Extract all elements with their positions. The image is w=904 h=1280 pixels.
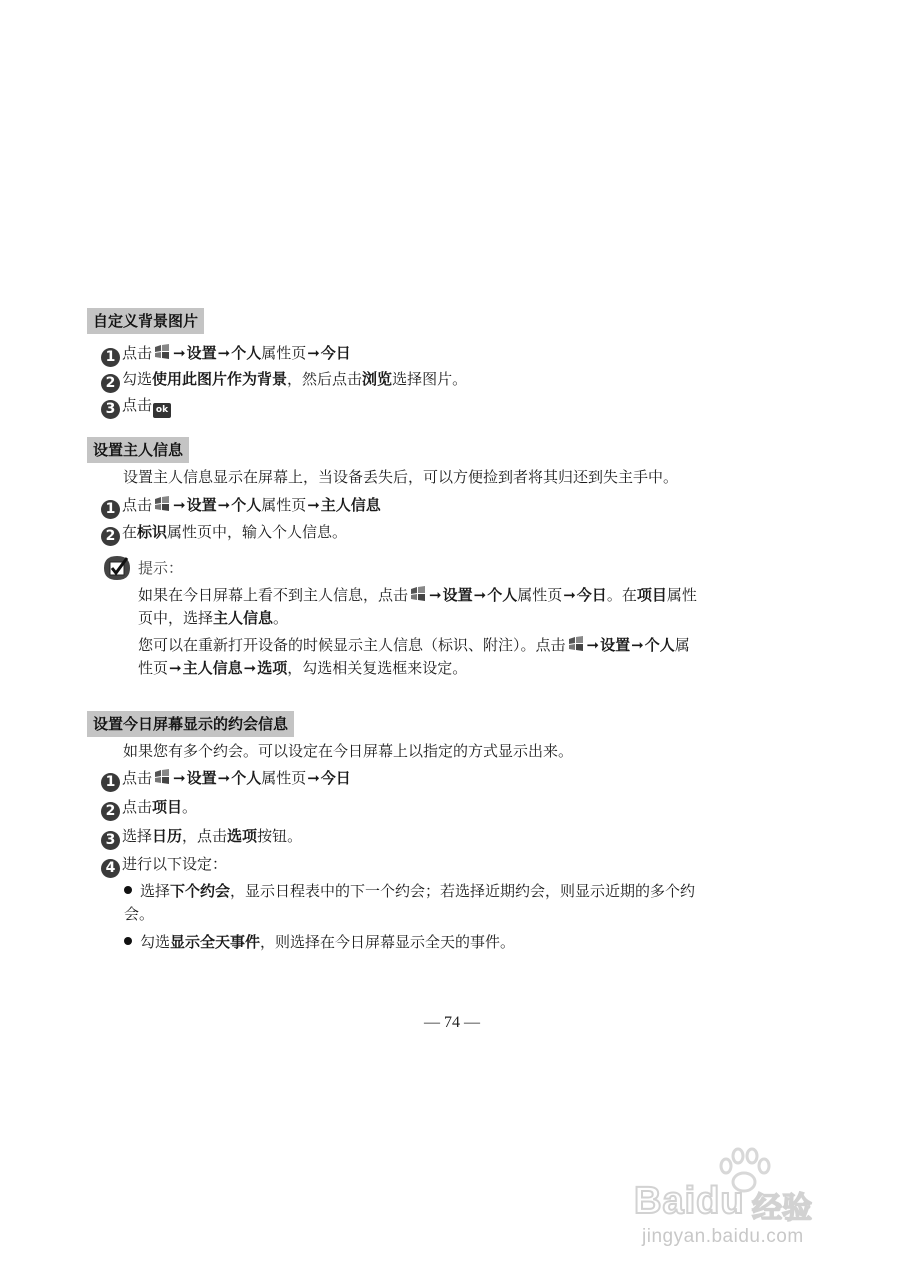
bold-term: 个人	[487, 586, 518, 604]
step-text: 点击	[122, 344, 153, 362]
step-line	[101, 342, 351, 367]
bold-term: 标识	[137, 523, 168, 541]
step-line	[101, 494, 381, 519]
intro-text: 如果您有多个约会。可以设定在今日屏幕上以指定的方式显示出来。	[123, 742, 574, 760]
arrow-icon: ➞	[307, 769, 320, 787]
tip-paragraph-line	[138, 607, 288, 629]
section-heading-appointment-info: 设置今日屏幕显示的约会信息	[87, 711, 294, 737]
watermark-url: jingyan.baidu.com	[642, 1226, 804, 1247]
step-text: ，点击	[182, 827, 228, 845]
step-line	[101, 767, 351, 792]
tip-text: 。在	[606, 586, 637, 604]
ok-icon: ok	[153, 403, 171, 418]
bold-term: 项目	[152, 798, 183, 816]
arrow-icon: ➞	[631, 636, 644, 654]
step-text: 点击	[122, 798, 153, 816]
tip-label: 提示：	[138, 559, 184, 577]
step-number: 2	[101, 374, 120, 393]
arrow-icon: ➞	[217, 769, 231, 787]
step-text: 属性页	[261, 496, 307, 514]
arrow-icon: ➞	[173, 496, 186, 514]
step-text: 按钮。	[257, 827, 303, 845]
tip-paragraph-line	[138, 657, 467, 679]
bullet-item	[124, 880, 695, 902]
tip-text: 性页	[138, 659, 169, 677]
bold-term: 今日	[320, 769, 351, 787]
section-heading-custom-background: 自定义背景图片	[87, 308, 204, 334]
arrow-icon: ➞	[473, 586, 487, 604]
tip-text: 如果在今日屏幕上看不到主人信息，点击	[138, 586, 409, 604]
tip-text: ，勾选相关复选框来设定。	[287, 659, 468, 677]
step-number: 2	[101, 802, 120, 821]
windows-start-icon	[153, 496, 171, 512]
bold-term: 个人	[231, 769, 262, 787]
intro-text: 设置主人信息显示在屏幕上，当设备丢失后，可以方便捡到者将其归还到失主手中。	[123, 468, 679, 486]
bold-term: 下个约会	[170, 882, 231, 900]
bold-term: 选项	[257, 659, 288, 677]
bullet-icon	[124, 886, 132, 894]
bullet-text: ，则选择在今日屏幕显示全天的事件。	[260, 933, 516, 951]
bold-term: 设置	[442, 586, 473, 604]
step-text: 点击	[122, 769, 153, 787]
step-text: 点击	[122, 496, 153, 514]
tip-text: 。	[273, 609, 289, 627]
step-line	[101, 521, 347, 546]
step-line	[101, 853, 227, 878]
step-text: 。	[182, 798, 198, 816]
bold-term: 显示全天事件	[170, 933, 261, 951]
bold-term: 主人信息	[182, 659, 243, 677]
arrow-icon: ➞	[307, 344, 320, 362]
step-text: 勾选	[122, 370, 153, 388]
step-number: 2	[101, 527, 120, 546]
step-text: 在	[122, 523, 138, 541]
step-text: 选择图片。	[392, 370, 468, 388]
step-line	[101, 825, 302, 850]
baidu-jingyan-watermark	[634, 1140, 844, 1250]
bold-term: 今日	[320, 344, 351, 362]
step-number: 1	[101, 500, 120, 519]
step-text: 进行以下设定：	[122, 855, 228, 873]
bullet-text: 勾选	[140, 933, 171, 951]
bold-term: 主人信息	[320, 496, 381, 514]
arrow-icon: ➞	[429, 586, 442, 604]
step-text: ，然后点击	[287, 370, 363, 388]
step-text: 属性页	[261, 769, 307, 787]
arrow-icon: ➞	[217, 344, 231, 362]
bold-term: 设置	[186, 344, 217, 362]
bullet-continuation: 会。	[124, 905, 155, 923]
bold-term: 项目	[636, 586, 667, 604]
section-heading-owner-info: 设置主人信息	[87, 437, 189, 463]
watermark-brand: Baidu	[634, 1180, 745, 1222]
windows-start-icon	[567, 636, 585, 652]
bullet-text: 选择	[140, 882, 171, 900]
bullet-item	[124, 931, 515, 953]
tip-paragraph-line	[138, 584, 697, 606]
watermark-jingyan: 经验	[752, 1191, 812, 1226]
step-text: 属性页	[261, 344, 307, 362]
step-number: 4	[101, 859, 120, 878]
tip-paragraph-line	[138, 634, 690, 656]
bold-term: 主人信息	[213, 609, 274, 627]
tip-text: 页中，选择	[138, 609, 214, 627]
step-number: 1	[101, 348, 120, 367]
arrow-icon: ➞	[243, 659, 257, 677]
arrow-icon: ➞	[173, 769, 186, 787]
windows-start-icon	[153, 344, 171, 360]
bold-term: 设置	[186, 769, 217, 787]
step-text: 属性页中，输入个人信息。	[167, 523, 348, 541]
bold-term: 选项	[227, 827, 258, 845]
bullet-icon	[124, 937, 132, 945]
bold-term: 使用此图片作为背景	[152, 370, 288, 388]
step-line	[101, 368, 467, 393]
bold-term: 设置	[600, 636, 631, 654]
bold-term: 设置	[186, 496, 217, 514]
bold-term: 个人	[231, 496, 262, 514]
bold-term: 浏览	[362, 370, 393, 388]
arrow-icon: ➞	[169, 659, 182, 677]
tip-text: 您可以在重新打开设备的时候显示主人信息（标识、附注）。点击	[138, 636, 566, 654]
bold-term: 个人	[644, 636, 675, 654]
page-number: — 74 —	[424, 1014, 480, 1031]
windows-start-icon	[409, 586, 427, 602]
arrow-icon: ➞	[307, 496, 320, 514]
bold-term: 日历	[152, 827, 183, 845]
tip-text: 属性	[666, 586, 697, 604]
step-number: 1	[101, 773, 120, 792]
step-number: 3	[101, 400, 120, 419]
step-line	[101, 394, 171, 419]
bold-term: 今日	[576, 586, 607, 604]
tip-checkbox-icon	[101, 553, 133, 583]
step-text: 选择	[122, 827, 153, 845]
step-line	[101, 796, 197, 821]
step-number: 3	[101, 831, 120, 850]
arrow-icon: ➞	[586, 636, 600, 654]
tip-text: 属	[674, 636, 690, 654]
bullet-text: ，显示日程表中的下一个约会；若选择近期约会，则显示近期的多个约	[230, 882, 696, 900]
tip-text: 属性页	[517, 586, 563, 604]
step-text: 点击	[122, 396, 153, 414]
arrow-icon: ➞	[217, 496, 231, 514]
arrow-icon: ➞	[173, 344, 186, 362]
arrow-icon: ➞	[563, 586, 576, 604]
bold-term: 个人	[231, 344, 262, 362]
windows-start-icon	[153, 769, 171, 785]
